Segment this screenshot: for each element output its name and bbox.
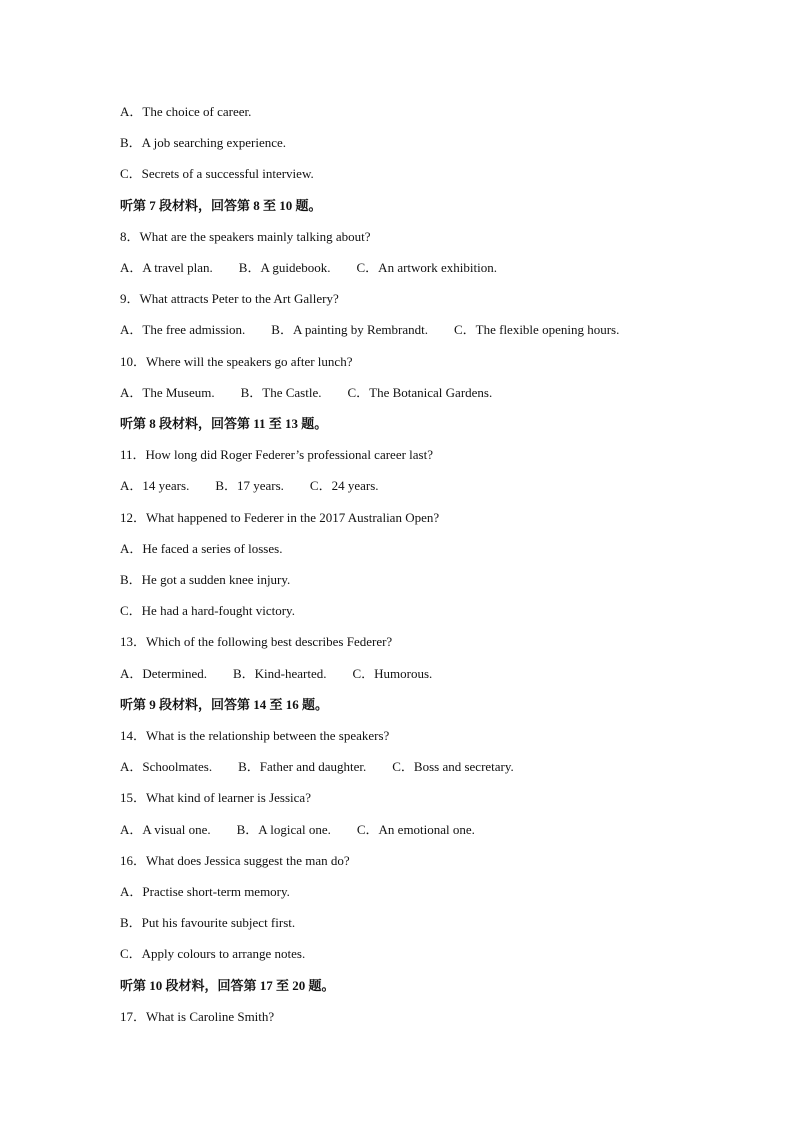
question-line: 16．What does Jessica suggest the man do? (120, 852, 350, 868)
question-line: 8．What are the speakers mainly talking about? (120, 228, 371, 244)
question-line: 17．What is Caroline Smith? (120, 1008, 275, 1024)
option-line: B．A job searching experience. (120, 135, 287, 151)
question-line: 11．How long did Roger Federer’s professional career last? (120, 447, 433, 463)
section-heading: 听第 8 段材料，回答第 11 至 13 题。 (120, 416, 328, 431)
option-line: A．A travel plan. B．A guidebook. C．An artwork exhibition. (120, 260, 497, 275)
option-line: B．He got a sudden knee injury. (120, 572, 291, 587)
option-line: A．Practise short-term memory. (120, 884, 290, 899)
option-line: C．He had a hard-fought victory. (120, 603, 295, 619)
question-line: 13．Which of the following best describes Federer? (120, 634, 393, 650)
question-line: 12．What happened to Federer in the 2017 Australian Open? (120, 509, 440, 525)
question-line: 14．What is the relationship between the speakers? (120, 728, 390, 743)
option-line: C．Secrets of a successful interview. (120, 166, 314, 182)
option-line: A．Determined. B．Kind-hearted. C．Humorous. (120, 665, 433, 681)
option-line: A．He faced a series of losses. (120, 540, 283, 556)
option-line: A．Schoolmates. B．Father and daughter. C．Boss and secretary. (120, 759, 514, 775)
section-heading: 听第 10 段材料，回答第 17 至 20 题。 (120, 977, 335, 993)
section-heading: 听第 9 段材料，回答第 14 至 16 题。 (120, 696, 329, 712)
option-line: A．The Museum. B．The Castle. C．The Botanical Gardens. (120, 384, 493, 400)
option-line: A．The free admission. B．A painting by Rembrandt. C．The flexible opening hours. (120, 322, 620, 338)
question-line: 9．What attracts Peter to the Art Gallery? (120, 291, 339, 307)
section-heading: 听第 7 段材料，回答第 8 至 10 题。 (120, 197, 322, 213)
option-line: C．Apply colours to arrange notes. (120, 946, 306, 962)
option-line: A．A visual one. B．A logical one. C．An emotional one. (120, 821, 475, 837)
option-line: A．14 years. B．17 years. C．24 years. (120, 478, 379, 494)
question-line: 15．What kind of learner is Jessica? (120, 790, 311, 806)
question-line: 10．Where will the speakers go after lunch? (120, 353, 353, 369)
option-line: B．Put his favourite subject first. (120, 915, 296, 931)
option-line: A．The choice of career. (120, 104, 252, 119)
